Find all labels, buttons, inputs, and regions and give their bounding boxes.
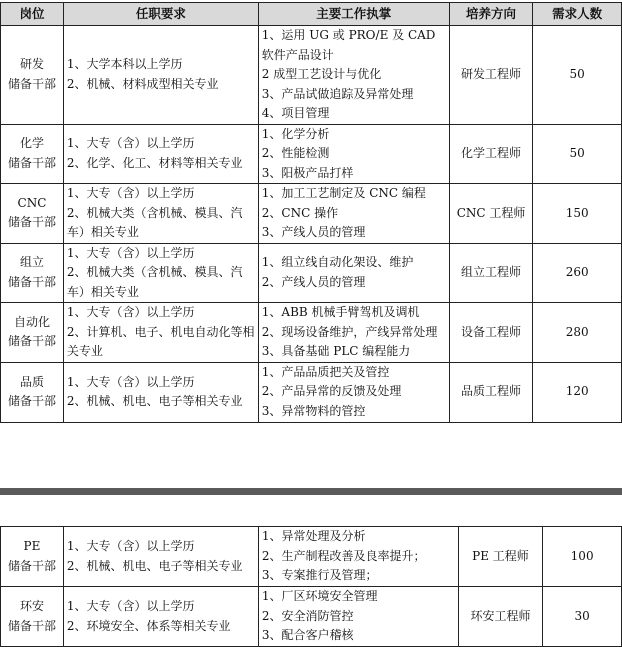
position-role: 储备干部 xyxy=(7,155,56,170)
position-cell xyxy=(1,587,64,647)
position-cell xyxy=(1,26,64,125)
duties-cell xyxy=(258,527,458,587)
duty-line: 1、产品品质把关及管控 xyxy=(261,364,390,379)
table-header-row xyxy=(1,3,622,26)
header-duties: 主要工作执掌 xyxy=(258,3,449,26)
position-name: 组立 xyxy=(19,255,44,270)
position-cell xyxy=(1,243,64,303)
duty-line: 1、ABB 机械手臂驾机及调机 xyxy=(261,305,420,319)
direction-cell: 品质工程师 xyxy=(449,362,533,422)
direction-cell: 化学工程师 xyxy=(449,124,533,184)
recruitment-table-bottom xyxy=(0,526,622,647)
header-requirements: 任职要求 xyxy=(63,3,258,26)
position-cell xyxy=(1,362,64,422)
requirement-line: 1、大专（含）以上学历 xyxy=(66,186,195,200)
duty-line: 3、产线人员的管理 xyxy=(261,225,366,239)
duty-line: 2、现场设备维护，产线异常处理 xyxy=(261,324,438,339)
table-row xyxy=(1,124,622,184)
header-position: 岗位 xyxy=(1,3,64,26)
demand-cell: 50 xyxy=(533,26,622,125)
position-name: CNC xyxy=(17,195,47,210)
direction-cell: 研发工程师 xyxy=(449,26,533,125)
duty-line: 1、厂区环境安全管理 xyxy=(261,589,378,604)
position-role: 储备干部 xyxy=(7,215,56,230)
requirement-line: 1、大专（含）以上学历 xyxy=(66,374,195,389)
requirement-line: 2、机械大类（含机械、模具、汽车）相关专业 xyxy=(66,205,243,239)
position-cell xyxy=(1,184,64,244)
duty-line: 3、阳极产品打样 xyxy=(261,165,354,180)
position-role: 储备干部 xyxy=(7,334,56,349)
requirement-line: 2、环境安全、体系等相关专业 xyxy=(66,618,231,633)
position-cell xyxy=(1,124,64,184)
direction-cell: CNC 工程师 xyxy=(449,184,533,244)
requirement-line: 1、大专（含）以上学历 xyxy=(66,136,195,151)
duty-line: 2、产线人员的管理 xyxy=(261,274,366,289)
position-role: 储备干部 xyxy=(7,274,56,289)
position-name: 化学 xyxy=(19,136,44,151)
table-row xyxy=(1,303,622,363)
duty-line: 2、生产制程改善及良率提升； xyxy=(261,548,426,563)
duty-line: 2、性能检测 xyxy=(261,146,330,160)
requirements-cell xyxy=(63,362,258,422)
requirements-cell xyxy=(63,184,258,244)
requirement-line: 2、机械、材料成型相关专业 xyxy=(66,76,219,91)
requirements-cell xyxy=(63,124,258,184)
requirement-line: 2、计算机、电子、机电自动化等相关专业 xyxy=(66,324,255,358)
requirement-line: 1、大专（含）以上学历 xyxy=(66,599,195,613)
demand-cell: 280 xyxy=(533,303,622,363)
requirement-line: 1、大学本科以上学历 xyxy=(66,57,183,72)
position-name: 自动化 xyxy=(13,314,50,329)
duties-cell xyxy=(258,124,449,184)
requirement-line: 1、大专（含）以上学历 xyxy=(66,539,195,553)
table-row xyxy=(1,184,622,244)
duty-line: 1、异常处理及分析 xyxy=(261,529,366,544)
demand-cell: 260 xyxy=(533,243,622,303)
page-break-divider xyxy=(0,488,622,495)
duties-cell xyxy=(258,26,449,125)
position-role: 储备干部 xyxy=(7,618,56,633)
demand-cell: 30 xyxy=(543,587,622,647)
requirement-line: 1、大专（含）以上学历 xyxy=(66,305,195,319)
requirement-line: 1、大专（含）以上学历 xyxy=(66,245,195,260)
position-cell xyxy=(1,527,64,587)
requirements-cell xyxy=(63,303,258,363)
requirements-cell xyxy=(63,26,258,125)
direction-cell: 设备工程师 xyxy=(449,303,533,363)
table-row xyxy=(1,527,622,587)
duties-cell xyxy=(258,243,449,303)
position-name: 研发 xyxy=(19,57,44,72)
direction-cell: PE 工程师 xyxy=(458,527,543,587)
position-name: 环安 xyxy=(19,599,44,613)
demand-cell: 50 xyxy=(533,124,622,184)
duties-cell xyxy=(258,303,449,363)
position-name: 品质 xyxy=(19,374,44,389)
direction-cell: 环安工程师 xyxy=(458,587,543,647)
position-name: PE xyxy=(23,539,41,553)
duties-cell xyxy=(258,587,458,647)
table-row xyxy=(1,587,622,647)
table-row xyxy=(1,26,622,125)
direction-cell: 组立工程师 xyxy=(449,243,533,303)
duty-line: 3、异常物料的管控 xyxy=(261,403,366,418)
duty-line: 3、具备基础 PLC 编程能力 xyxy=(261,344,411,358)
duty-line: 3、产品试做追踪及异常处理 xyxy=(261,86,414,101)
duty-line: 2、安全消防管控 xyxy=(261,608,354,623)
duty-line: 1、加工工艺制定及 CNC 编程 xyxy=(261,186,426,200)
duty-line: 2 成型工艺设计与优化 xyxy=(261,67,382,81)
requirement-line: 2、机械、机电、电子等相关专业 xyxy=(66,394,243,408)
position-role: 储备干部 xyxy=(7,558,56,573)
duty-line: 1、组立线自动化架设、维护 xyxy=(261,255,414,270)
requirement-line: 2、机械、机电、电子等相关专业 xyxy=(66,558,243,573)
duty-line: 3、配合客户稽核 xyxy=(261,628,354,643)
table-row xyxy=(1,243,622,303)
requirements-cell xyxy=(63,527,258,587)
duties-cell xyxy=(258,362,449,422)
position-role: 储备干部 xyxy=(7,394,56,408)
demand-cell: 100 xyxy=(543,527,622,587)
table-row xyxy=(1,362,622,422)
duty-line: 4、项目管理 xyxy=(261,106,330,120)
header-direction: 培养方向 xyxy=(449,3,533,26)
header-demand: 需求人数 xyxy=(533,3,622,26)
duty-line: 1、化学分析 xyxy=(261,126,330,141)
requirement-line: 2、化学、化工、材料等相关专业 xyxy=(66,155,243,170)
duty-line: 1、运用 UG 或 PRO/E 及 CAD 软件产品设计 xyxy=(261,28,436,62)
position-cell xyxy=(1,303,64,363)
requirements-cell xyxy=(63,243,258,303)
duty-line: 2、产品异常的反馈及处理 xyxy=(261,384,402,399)
duty-line: 3、专案推行及管理； xyxy=(261,568,378,583)
duties-cell xyxy=(258,184,449,244)
demand-cell: 150 xyxy=(533,184,622,244)
position-role: 储备干部 xyxy=(7,76,56,91)
duty-line: 2、CNC 操作 xyxy=(261,205,339,220)
requirement-line: 2、机械大类（含机械、模具、汽车）相关专业 xyxy=(66,265,243,299)
demand-cell: 120 xyxy=(533,362,622,422)
requirements-cell xyxy=(63,587,258,647)
recruitment-table-top xyxy=(0,2,622,423)
